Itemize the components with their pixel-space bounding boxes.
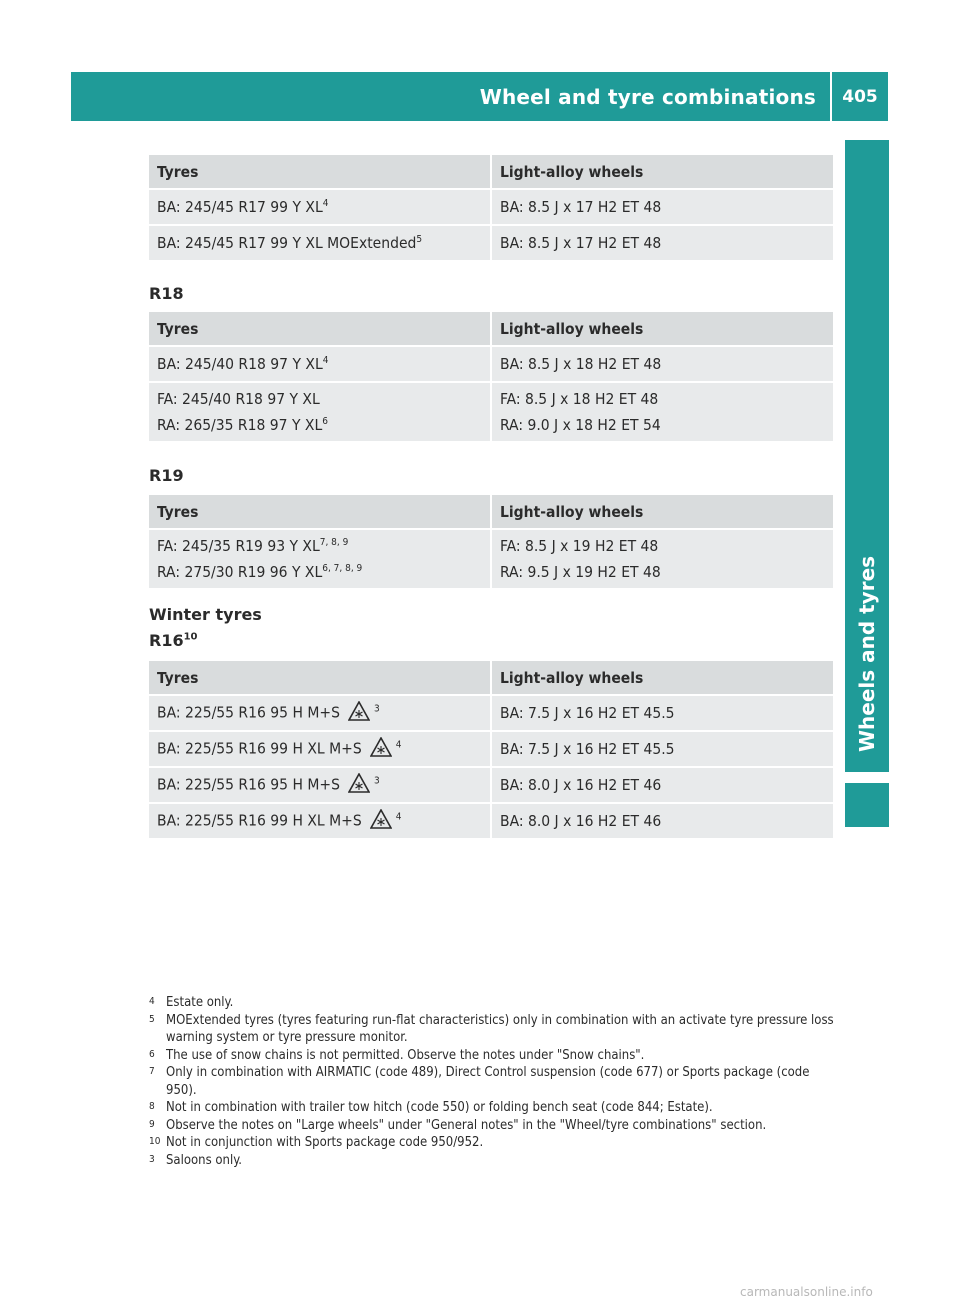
tyre-cell [149, 382, 491, 442]
tyre-cell [149, 695, 491, 731]
tyre-text-front: FA: 245/40 R18 97 Y XL [157, 390, 320, 408]
column-header-wheels: Light-alloy wheels [491, 495, 833, 529]
chapter-marker [845, 783, 889, 827]
tyre-text: BA: 245/45 R17 99 Y XL MOExtended [157, 234, 417, 252]
footnote [149, 994, 839, 1012]
tyre-text: BA: 245/45 R17 99 Y XL [157, 198, 323, 216]
footnote-number: 7 [149, 1066, 155, 1077]
tyre-text-front [157, 533, 482, 559]
section-heading-r16 [149, 631, 198, 650]
footnote-number: 6 [149, 1048, 155, 1060]
footnote-ref: 6, 7, 8, 9 [322, 562, 363, 574]
footnote-text: Observe the notes on "Large wheels" under "General notes" in the "Wheel/tyre combinations" section. [166, 1117, 767, 1133]
table-row [149, 695, 833, 731]
tyre-cell [149, 803, 491, 839]
footnote-ref: 4 [395, 811, 402, 823]
tyre-text: BA: 225/55 R16 95 H M+S [157, 703, 340, 722]
column-header-tyres: Tyres [149, 495, 491, 529]
wheel-cell: BA: 8.5 J x 17 H2 ET 48 [491, 225, 833, 261]
footnote [149, 1047, 839, 1065]
section-heading-text: R16 [149, 631, 184, 650]
footnote [149, 1152, 839, 1170]
footnotes [149, 994, 839, 1169]
footnote-text: Estate only. [166, 995, 234, 1010]
footnote-ref: 7, 8, 9 [319, 536, 349, 548]
tyre-text: RA: 275/30 R19 96 Y XL [157, 563, 323, 581]
footnote [149, 1099, 839, 1117]
page-header [71, 72, 888, 121]
table-header-row [149, 155, 833, 189]
table-row [149, 225, 833, 261]
footnote-ref: 3 [373, 703, 380, 715]
footnote-number: 10 [149, 1136, 161, 1147]
snowflake-mountain-icon [348, 701, 370, 721]
chapter-tab-label: Wheels and tyres [855, 555, 879, 753]
footnote [149, 1012, 839, 1047]
footnote-ref: 4 [395, 739, 402, 751]
wheel-cell: BA: 8.5 J x 17 H2 ET 48 [491, 189, 833, 225]
page-number: 405 [842, 86, 878, 107]
table-row [149, 346, 833, 382]
section-heading-r18: R18 [149, 284, 184, 303]
footnote-ref: 4 [322, 197, 329, 209]
wheel-cell: BA: 7.5 J x 16 H2 ET 45.5 [491, 695, 833, 731]
wheel-cell [491, 382, 833, 442]
wheel-cell: BA: 8.0 J x 16 H2 ET 46 [491, 767, 833, 803]
tyre-text: RA: 265/35 R18 97 Y XL [157, 416, 323, 434]
wheel-text-rear: RA: 9.0 J x 18 H2 ET 54 [500, 416, 661, 434]
footnote-number: 8 [149, 1101, 155, 1112]
footnote-text: MOExtended tyres (tyres featuring run-flat characteristics) only in combination with an activate tyre pressure loss warning system or tyre pressure monitor. [166, 1012, 834, 1045]
column-header-tyres: Tyres [149, 155, 491, 189]
table-header-row [149, 312, 833, 346]
tyre-table-r18 [149, 312, 833, 443]
table-row [149, 767, 833, 803]
section-heading-r19: R19 [149, 466, 184, 485]
footnote-number: 9 [149, 1118, 155, 1130]
snowflake-mountain-icon [370, 809, 392, 829]
footnote-ref: 4 [322, 354, 329, 366]
wheel-text-front: FA: 8.5 J x 19 H2 ET 48 [500, 537, 659, 555]
footnote-ref: 6 [322, 415, 328, 427]
tyre-text: BA: 225/55 R16 99 H XL M+S [157, 739, 362, 758]
section-heading-winter: Winter tyres [149, 605, 262, 624]
table-row [149, 529, 833, 589]
tyre-cell [149, 529, 491, 589]
footnote-number: 5 [149, 1013, 155, 1025]
footnote-number: 3 [149, 1153, 155, 1165]
tyre-cell [149, 189, 491, 225]
footnote [149, 1064, 839, 1099]
tyre-text: BA: 225/55 R16 99 H XL M+S [157, 811, 362, 830]
column-header-tyres: Tyres [149, 312, 491, 346]
tyre-cell [149, 767, 491, 803]
wheel-text-front: FA: 8.5 J x 18 H2 ET 48 [500, 390, 659, 408]
footnote-number: 4 [149, 996, 155, 1007]
tyre-text: FA: 245/35 R19 93 Y XL [157, 537, 320, 555]
footnote-ref: 3 [373, 775, 380, 787]
table-row [149, 382, 833, 442]
column-header-wheels: Light-alloy wheels [491, 312, 833, 346]
footnote-text: Not in combination with trailer tow hitch (code 550) or folding bench seat (code 844; Estate). [166, 1100, 713, 1115]
footnote-ref: 5 [416, 233, 423, 245]
wheel-cell: BA: 8.0 J x 16 H2 ET 46 [491, 803, 833, 839]
tyre-table-r16-winter [149, 661, 833, 840]
snowflake-mountain-icon [348, 773, 370, 793]
tyre-table-r17 [149, 155, 833, 262]
table-row [149, 803, 833, 839]
snowflake-mountain-icon [370, 737, 392, 757]
table-row [149, 189, 833, 225]
watermark: carmanualsonline.info [740, 1285, 873, 1299]
tyre-text: BA: 225/55 R16 95 H M+S [157, 775, 340, 794]
tyre-table-r19 [149, 495, 833, 590]
tyre-text-rear [157, 559, 482, 585]
tyre-text: BA: 245/40 R18 97 Y XL [157, 355, 323, 373]
footnote [149, 1117, 839, 1135]
wheel-text-rear: RA: 9.5 J x 19 H2 ET 48 [500, 563, 661, 581]
footnote-text: Only in combination with AIRMATIC (code 489), Direct Control suspension (code 677) or Sports package (code 950). [166, 1065, 810, 1098]
wheel-cell [491, 529, 833, 589]
tyre-cell [149, 346, 491, 382]
column-header-wheels: Light-alloy wheels [491, 661, 833, 695]
column-header-tyres: Tyres [149, 661, 491, 695]
table-row [149, 731, 833, 767]
footnote-text: Saloons only. [166, 1152, 242, 1168]
footnote [149, 1134, 839, 1152]
table-header-row [149, 661, 833, 695]
wheel-cell: BA: 8.5 J x 18 H2 ET 48 [491, 346, 833, 382]
page-title: Wheel and tyre combinations [479, 84, 816, 109]
footnote-ref: 10 [183, 631, 198, 643]
column-header-wheels: Light-alloy wheels [491, 155, 833, 189]
footnote-text: Not in conjunction with Sports package code 950/952. [166, 1135, 484, 1150]
tyre-cell [149, 225, 491, 261]
tyre-cell [149, 731, 491, 767]
wheel-cell: BA: 7.5 J x 16 H2 ET 45.5 [491, 731, 833, 767]
table-header-row [149, 495, 833, 529]
tyre-text-rear [157, 412, 482, 438]
footnote-text: The use of snow chains is not permitted. Observe the notes under "Snow chains". [166, 1047, 645, 1063]
